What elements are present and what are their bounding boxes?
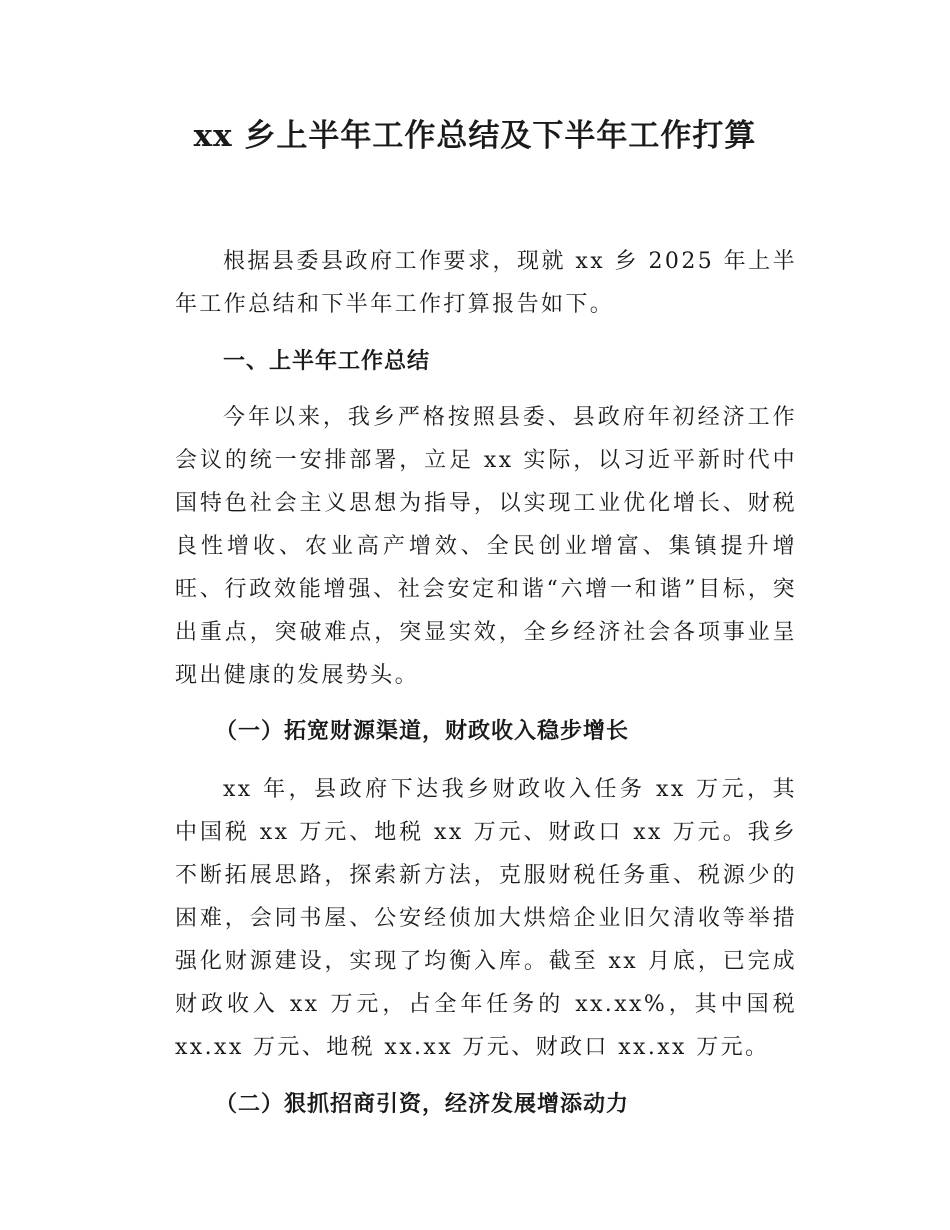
subsection-heading-1: （一）拓宽财源渠道，财政收入稳步增长 [215,719,630,744]
subsection-1-paragraph: xx 年，县政府下达我乡财政收入任务 xx 万元，其中国税 xx 万元、地税 xx 万元、财政口 xx 万元。我乡不断拓展思路，探索新方法，克服财税任务重、税源少的困难，会同书屋、公安经侦加大烘焙企业旧欠清收等举措强化财源建设，实现了均衡入库。截至 xx 月底，已完成财政收入 xx 万元，占全年任务的 xx.xx%，其中国税 xx.xx 万元、地税 xx.xx 万元、财政口 xx.xx 万元。 [175,777,797,1060]
section-1-paragraph: 今年以来，我乡严格按照县委、县政府年初经济工作会议的统一安排部署，立足 xx 实际，以习近平新时代中国特色社会主义思想为指导，以实现工业优化增长、财税良性增收、农业高产增效、全民创业增富、集镇提升增旺、行政效能增强、社会安定和谐“六增一和谐”目标，突出重点，突破难点，突显实效，全乡经济社会各项事业呈现出健康的发展势头。 [175,405,797,688]
subsection-heading-2: （二）狠抓招商引资，经济发展增添动力 [215,1092,630,1117]
section-heading-1: 一、上半年工作总结 [223,349,431,374]
intro-paragraph: 根据县委县政府工作要求，现就 xx 乡 2025 年上半年工作总结和下半年工作打算报告如下。 [175,249,797,317]
document-title: xx 乡上半年工作总结及下半年工作打算 [193,118,757,154]
